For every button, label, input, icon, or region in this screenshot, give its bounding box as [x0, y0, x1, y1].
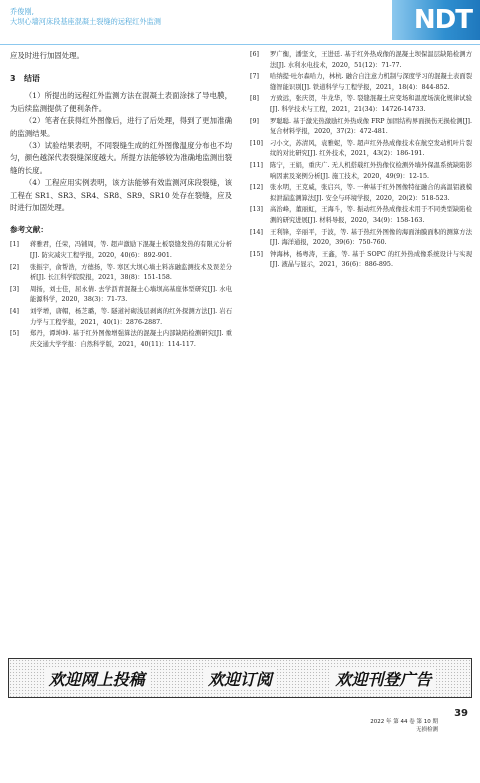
journal-logo — [392, 0, 480, 40]
section-number: 3 — [10, 74, 16, 84]
reference-text: 刁小文，苏清风，袁雅妮，等. 超声红外热成像技术在航空发动机叶片裂纹的对比研究[J]. 红外技术，2021，43(2)：186-191. — [270, 139, 472, 158]
reference-number: [14] — [250, 228, 263, 236]
reference-item — [10, 329, 232, 350]
reference-number: [9] — [250, 117, 259, 125]
conclusion-paragraph: （2）笔者在获得红外图像后，进行了后处理，得到了更加准确的监测结果。 — [10, 116, 232, 138]
journal-logo-text: NDT — [413, 5, 472, 35]
section-heading — [10, 73, 232, 84]
reference-text: 刘学增，唐帽，杨芝璐，等. 隧道衬砌浅层剥离的红外探测方法[J]. 岩石力学与工程学报，2021，40(1)：2876-2887. — [30, 308, 232, 326]
issue-info — [370, 718, 438, 734]
reference-item — [250, 50, 472, 71]
page-number: 39 — [454, 708, 468, 719]
header-divider — [0, 44, 480, 45]
reference-item — [250, 161, 472, 182]
reference-text: 蒋雅君，任荣，冯铺周，等. 超声激励下混凝土板裂缝发热的有限元分析[J]. 防灾减灾工程学报，2020，40(6)：892-901. — [30, 241, 232, 260]
reference-number: [13] — [250, 206, 263, 214]
reference-text: 张水明，王克威，张启兴，等. 一种基于红外图像特征融合的高温铝液模拟泄漏监测算法[J]. 安全与环境学报，2020，20(2)：518-523. — [270, 184, 472, 202]
conclusion-paragraph: （3）试验结果表明，不同裂缝生成的红外图像温度分布也不均匀，颜色越深代表裂缝深度越大。所提方法能够较为准确地监测出裂缝的长度。 — [10, 141, 232, 175]
journal-name: 无损检测 — [415, 727, 438, 733]
conclusion-paragraph: （4）工程应用实例表明，该方法能够有效监测河床段裂缝，该工程在 SR1、SR3、SR4、SR8、SR9、SR10 处存在裂缝，应及时进行加固处理。 — [10, 178, 232, 213]
continued-text: 应及时进行加固处理。 — [10, 51, 84, 60]
reference-item — [10, 307, 232, 328]
banner-subscribe: 欢迎订阅 — [204, 667, 276, 690]
reference-item — [250, 72, 472, 93]
reference-item — [10, 285, 232, 306]
left-column — [10, 50, 232, 351]
reference-number: [11] — [250, 161, 263, 169]
reference-item — [250, 250, 472, 271]
reference-number: [3] — [10, 285, 19, 293]
conclusion-paragraph: （1）所提出的远程红外监测方法在混凝土表面涂抹了导电膜，为后续监测提供了便利条件。 — [10, 91, 232, 113]
reference-item — [250, 228, 472, 249]
running-head-author: 乔俊刚, — [10, 7, 34, 16]
reference-text: 郑丹，谭坤坤. 基于红外图像增强算法的混凝土内部缺陷检测研究[J]. 重庆交通大学学报：自然科学版，2021，40(11)：114-117. — [30, 330, 232, 348]
issue-line: 2022 年 第 44 卷 第 10 期 — [370, 719, 438, 725]
reference-text: 罗聪聪. 基于激光热激励红外热成像 FRP 加固结构界面损伤无损检测[J]. 复合材料学报，2020，37(2)：472-481. — [270, 117, 472, 136]
promo-banner — [8, 658, 472, 698]
reference-text: 哈纳提·吐尔森哈力，林杭. 融合自注意力机制与深度学习的混凝土表面裂缝智能识别[J]. 铁道科学与工程学报，2021，18(4)：844-852. — [270, 73, 472, 91]
banner-advertise: 欢迎刊登广告 — [331, 667, 435, 690]
reference-text: 高治峰，董丽虹，王海斗，等. 振动红外热成像技术用于不同类型缺陷检测的研究进展[J]. 材料导报，2020，34(9)：158-163. — [270, 206, 472, 224]
reference-number: [15] — [250, 250, 263, 258]
reference-number: [7] — [250, 73, 259, 81]
reference-number: [2] — [10, 263, 19, 271]
reference-item — [250, 183, 472, 204]
reference-item — [250, 205, 472, 226]
reference-item — [250, 94, 472, 115]
reference-text: 罗广衡，潘坚文，王进廷. 基于红外热成像的混凝土坝保温层缺陷检测方法[J]. 水利水电技术，2020，51(12)：71-77. — [270, 51, 472, 69]
banner-submit: 欢迎网上投稿 — [45, 667, 149, 690]
reference-number: [6] — [250, 51, 259, 58]
reference-number: [4] — [10, 308, 19, 316]
reference-text: 方致远，张庆贺，牛龙华，等. 裂缝混凝土应变场和温度场演化规律试验[J]. 科学技术与工程，2021，21(34)：14726-14733. — [270, 95, 472, 113]
reference-number: [8] — [250, 95, 259, 103]
reference-text: 周扬，刘士佳，屈永倩. 去学沥青混凝土心墙坝高基座体型研究[J]. 水电能源科学，2020，38(3)：71-73. — [30, 285, 232, 304]
reference-item — [250, 139, 472, 160]
reference-item — [10, 240, 232, 261]
reference-text: 王利锋，辛丽平，于波，等. 基于热红外图像的海面油膜面积的测算方法[J]. 海洋通报，2020，39(6)：750-760. — [270, 228, 472, 247]
page-header — [0, 0, 480, 44]
reference-number: [12] — [250, 184, 263, 192]
reference-number: [10] — [250, 139, 263, 147]
reference-text: 陈宁，王娟，重庆广. 无人机搭载红外热像仪检测外墙外保温系统缺陷影响因素及案例分析[J]. 施工技术，2020，49(9)：12-15. — [270, 161, 472, 180]
running-head-title: 大坝心墙河床段基座混凝土裂缝的远程红外监测 — [10, 17, 161, 26]
reference-number: [1] — [10, 241, 19, 249]
section-title: 结语 — [23, 74, 40, 84]
running-head — [10, 7, 161, 27]
reference-item — [250, 117, 472, 138]
right-column — [250, 50, 472, 272]
reference-number: [5] — [10, 330, 19, 338]
references-heading: 参考文献： — [10, 225, 48, 235]
reference-text: 钟海林，杨粤涛，王鑫，等. 基于 SOPC 的红外热成像系统设计与实现[J]. 液晶与显示，2021，36(6)：886-895. — [270, 250, 472, 269]
reference-text: 张振宇，俞帮浩，方德扬，等. 寒区大坝心墙土料冻融监测技术及误差分析[J]. 长江科学院院报，2021，38(8)：151-158. — [30, 263, 232, 282]
promo-banner-inner — [17, 664, 463, 692]
reference-item — [10, 263, 232, 284]
